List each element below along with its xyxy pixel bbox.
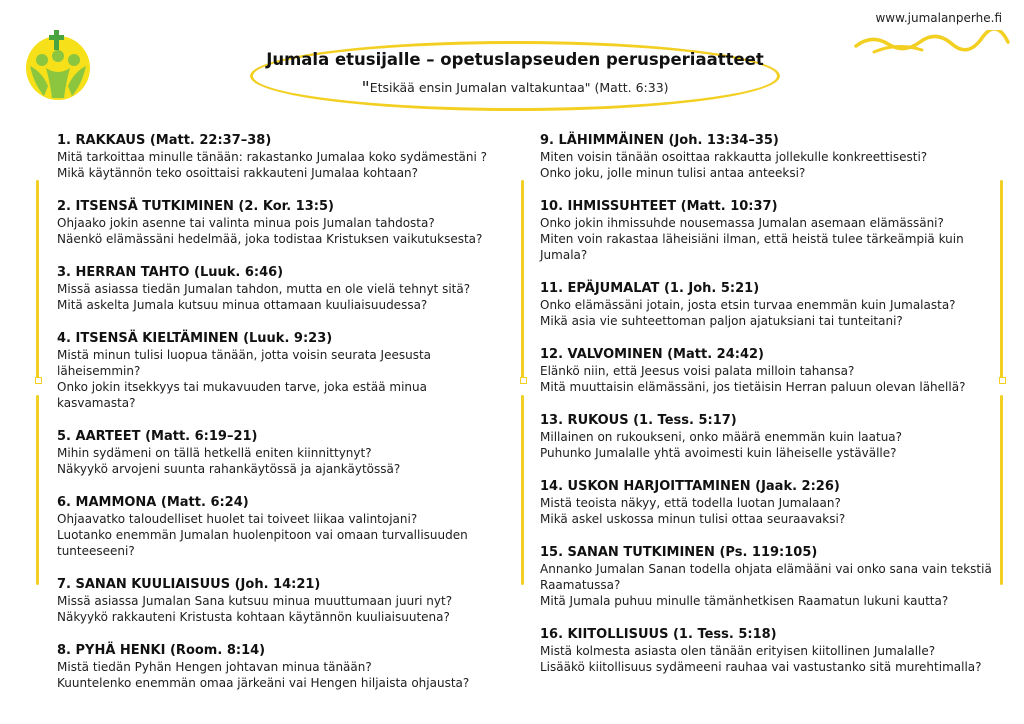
principle-heading: 16. KIITOLLISUUS (1. Tess. 5:18) bbox=[540, 627, 777, 642]
principle-item bbox=[57, 428, 507, 477]
principle-question: Mihin sydämeni on tällä hetkellä eniten kiinnittynyt? bbox=[57, 446, 372, 460]
principle-heading: 12. VALVOMINEN (Matt. 24:42) bbox=[540, 347, 764, 362]
principle-question: Mitä askelta Jumala kutsuu minua ottamaan kuuliaisuudessa? bbox=[57, 298, 428, 312]
principle-question: Onko jokin ihmissuhde nousemassa Jumalan asemaan elämässäni? bbox=[540, 216, 944, 230]
principle-heading: 2. ITSENSÄ TUTKIMINEN (2. Kor. 13:5) bbox=[57, 199, 334, 214]
principle-item bbox=[540, 280, 1002, 329]
principle-question: Mistä tiedän Pyhän Hengen johtavan minua tänään? bbox=[57, 660, 372, 674]
principle-question: Mistä kolmesta asiasta olen tänään erityisen kiitollinen Jumalalle? bbox=[540, 644, 936, 658]
right-column bbox=[540, 132, 1002, 692]
church-logo-icon bbox=[20, 26, 96, 102]
principle-item bbox=[57, 132, 507, 181]
principle-question: Missä asiassa Jumalan Sana kutsuu minua muuttumaan juuri nyt? bbox=[57, 594, 453, 608]
principle-question: Puhunko Jumalalle yhtä avoimesti kuin läheiselle ystävälle? bbox=[540, 446, 897, 460]
principle-question: Luotanko enemmän Jumalan huolenpitoon vai omaan turvallisuuden tunteeseeni? bbox=[57, 528, 468, 558]
principle-question: Mitä Jumala puhuu minulle tämänhetkisen Raamatun lukuni kautta? bbox=[540, 594, 949, 608]
principle-question: Mitä tarkoittaa minulle tänään: rakastanko Jumalaa koko sydämestäni ? bbox=[57, 150, 488, 164]
principle-question: Mikä asia vie suhteettoman paljon ajatuksiani tai tunteitani? bbox=[540, 314, 903, 328]
principle-question: Miten voin rakastaa läheisiäni ilman, että heistä tulee tärkeämpiä kuin Jumala? bbox=[540, 232, 964, 262]
center-divider-marker bbox=[520, 377, 527, 384]
principle-question: Näenkö elämässäni hedelmää, joka todistaa Kristuksen vaikutuksesta? bbox=[57, 232, 483, 246]
decorative-wave-icon bbox=[852, 30, 1012, 56]
principle-heading: 4. ITSENSÄ KIELTÄMINEN (Luuk. 9:23) bbox=[57, 331, 333, 346]
principle-heading: 1. RAKKAUS (Matt. 22:37–38) bbox=[57, 133, 272, 148]
principle-item bbox=[57, 642, 507, 691]
principle-item bbox=[540, 544, 1002, 609]
left-divider-line bbox=[36, 180, 39, 380]
center-divider-line bbox=[521, 180, 524, 380]
principle-heading: 3. HERRAN TAHTO (Luuk. 6:46) bbox=[57, 265, 284, 280]
principle-heading: 7. SANAN KUULIAISUUS (Joh. 14:21) bbox=[57, 577, 321, 592]
center-divider-line-lower bbox=[521, 395, 524, 585]
principle-question: Mikä käytännön teko osoittaisi rakkauteni Jumalaa kohtaan? bbox=[57, 166, 419, 180]
principle-item bbox=[57, 330, 507, 411]
principle-heading: 9. LÄHIMMÄINEN (Joh. 13:34–35) bbox=[540, 133, 779, 148]
principle-question: Kuuntelenko enemmän omaa järkeäni vai Hengen hiljaista ohjausta? bbox=[57, 676, 470, 690]
principle-heading: 11. EPÄJUMALAT (1. Joh. 5:21) bbox=[540, 281, 760, 296]
principle-question: Miten voisin tänään osoittaa rakkautta jollekulle konkreettisesti? bbox=[540, 150, 928, 164]
principle-heading: 14. USKON HARJOITTAMINEN (Jaak. 2:26) bbox=[540, 479, 840, 494]
principle-item bbox=[57, 576, 507, 625]
principle-item bbox=[540, 132, 1002, 181]
principle-question: Mistä minun tulisi luopua tänään, jotta voisin seurata Jeesusta läheisemmin? bbox=[57, 348, 432, 378]
principle-item bbox=[540, 198, 1002, 263]
principle-question: Näkyykö arvojeni suunta rahankäytössä ja ajankäytössä? bbox=[57, 462, 401, 476]
principle-heading: 8. PYHÄ HENKI (Room. 8:14) bbox=[57, 643, 266, 658]
principle-question: Onko elämässäni jotain, josta etsin turvaa enemmän kuin Jumalasta? bbox=[540, 298, 956, 312]
principle-item bbox=[57, 264, 507, 313]
principle-question: Mitä muuttaisin elämässäni, jos tietäisin Herran paluun olevan lähellä? bbox=[540, 380, 966, 394]
principle-heading: 5. AARTEET (Matt. 6:19–21) bbox=[57, 429, 258, 444]
principle-question: Onko joku, jolle minun tulisi antaa anteeksi? bbox=[540, 166, 806, 180]
principle-item bbox=[57, 198, 507, 247]
principle-item bbox=[57, 494, 507, 559]
page-subtitle bbox=[250, 78, 780, 99]
principle-item bbox=[540, 346, 1002, 395]
left-divider-marker bbox=[35, 377, 42, 384]
principle-question: Onko jokin itsekkyys tai mukavuuden tarve, joka estää minua kasvamasta? bbox=[57, 380, 427, 410]
principle-item bbox=[540, 626, 1002, 675]
principle-question: Mistä teoista näkyy, että todella luotan Jumalaan? bbox=[540, 496, 841, 510]
principle-item bbox=[540, 478, 1002, 527]
principle-question: Ohjaavatko taloudelliset huolet tai toiveet liikaa valintojani? bbox=[57, 512, 418, 526]
principle-heading: 10. IHMISSUHTEET (Matt. 10:37) bbox=[540, 199, 778, 214]
subtitle-text: Etsikää ensin Jumalan valtakuntaa" (Matt. 6:33) bbox=[369, 80, 669, 95]
principle-heading: 13. RUKOUS (1. Tess. 5:17) bbox=[540, 413, 737, 428]
principle-question: Elänkö niin, että Jeesus voisi palata milloin tahansa? bbox=[540, 364, 855, 378]
principle-item bbox=[540, 412, 1002, 461]
website-url[interactable]: www.jumalanperhe.fi bbox=[875, 11, 1002, 25]
principle-question: Lisääkö kiitollisuus sydämeeni rauhaa vai vastustanko sitä murehtimalla? bbox=[540, 660, 982, 674]
principle-heading: 6. MAMMONA (Matt. 6:24) bbox=[57, 495, 249, 510]
left-divider-line-lower bbox=[36, 395, 39, 585]
page-title: Jumala etusijalle – opetuslapseuden perusperiaatteet bbox=[266, 50, 764, 69]
left-column bbox=[57, 132, 507, 708]
principle-question: Mikä askel uskossa minun tulisi ottaa seuraavaksi? bbox=[540, 512, 846, 526]
principle-question: Missä asiassa tiedän Jumalan tahdon, mutta en ole vielä tehnyt sitä? bbox=[57, 282, 471, 296]
principle-question: Millainen on rukoukseni, onko määrä enemmän kuin laatua? bbox=[540, 430, 903, 444]
principle-question: Ohjaako jokin asenne tai valinta minua pois Jumalan tahdosta? bbox=[57, 216, 435, 230]
subtitle-quote-mark: " bbox=[361, 78, 370, 99]
principle-question: Annanko Jumalan Sanan todella ohjata elämääni vai onko sana vain tekstiä Raamatussa? bbox=[540, 562, 992, 592]
principle-heading: 15. SANAN TUTKIMINEN (Ps. 119:105) bbox=[540, 545, 818, 560]
principle-question: Näkyykö rakkauteni Kristusta kohtaan käytännön kuuliaisuutena? bbox=[57, 610, 450, 624]
